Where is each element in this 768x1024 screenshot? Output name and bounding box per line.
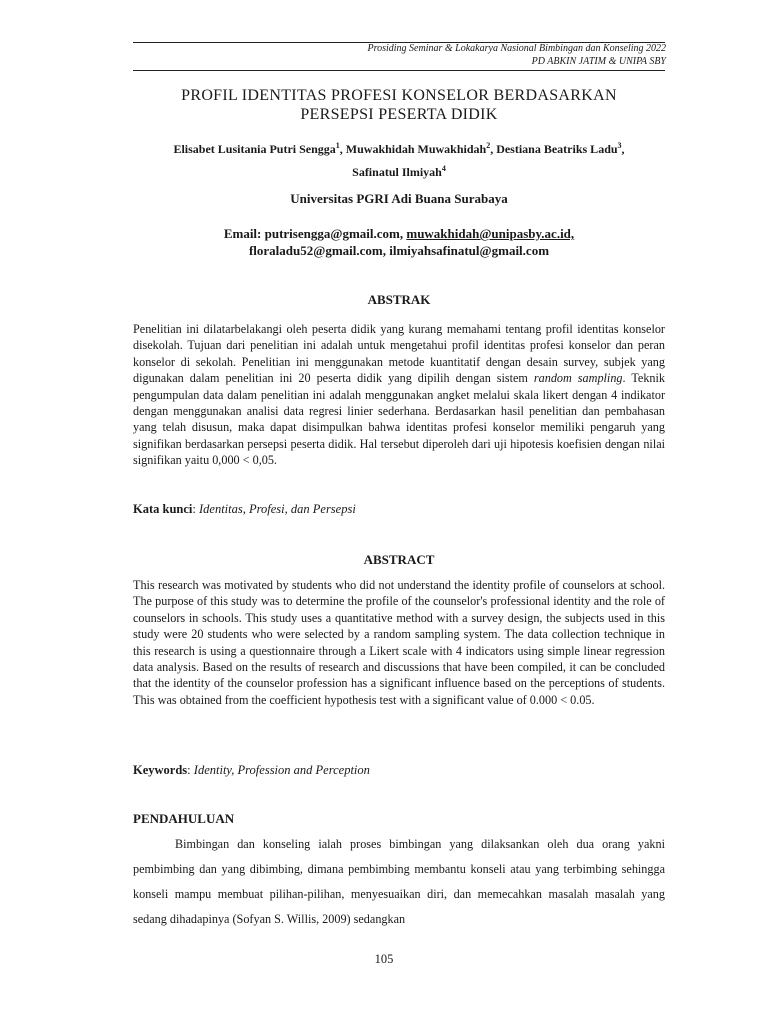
author-2: Muwakhidah Muwakhidah <box>345 142 487 156</box>
kata-kunci: Kata kunci: Identitas, Profesi, dan Persepsi <box>133 502 356 516</box>
email-1[interactable]: putrisengga@gmail.com, <box>264 226 407 241</box>
keywords-value: Identity, Profession and Perception <box>193 763 370 777</box>
paper-title <box>133 86 665 124</box>
affiliation: Universitas PGRI Adi Buana Surabaya <box>290 191 508 206</box>
email-label: Email: <box>223 226 265 241</box>
abstrak-heading: ABSTRAK <box>367 292 431 307</box>
abstrak-text-part-1: Penelitian ini dilatarbelakangi oleh peserta didik yang kurang memahami tentang profil identitas konselor disekolah. Tujuan dari penelitian ini adalah untuk mengetahui profil identitas profesi konselor dan peran konselor di sekolah. Penelitian ini menggunakan metode kuantitatif dengan desain survey, subjek yang digunakan dalam penelitian ini 20 peserta didik yang dipilih dengan sistem <box>133 322 665 386</box>
running-header-proceedings: Prosiding Seminar & Lokakarya Nasional Bimbingan dan Konseling 2022 <box>367 43 666 54</box>
header-rule-bottom <box>133 70 665 71</box>
keywords-label: Keywords <box>133 763 188 777</box>
paper-title-line-1: PROFIL IDENTITAS PROFESI KONSELOR BERDASARKAN <box>181 87 617 104</box>
pendahuluan-heading: PENDAHULUAN <box>133 811 235 826</box>
author-list: Elisabet Lusitania Putri Sengga$^1$, Muwakhidah Muwakhidah$^2$, Destiana Beatriks Ladu$^3$, Safinatul Ilmiyah$^4$ <box>173 141 625 179</box>
abstrak-text-part-2: . Teknik pengumpulan data dalam penelitian ini adalah menggunakan angket melalui skala likert dengan 4 indikator dengan menggunakan analisi data regresi linier sederhana. Berdasarkan hasil penelitian dan pembahasan yang telah disusun, maka dapat disimpulkan bahwa identitas profesi konselor memiliki pengaruh yang signifikan berdasarkan persepsi peserta didik. Hal tersebut diperoleh dari uji hipotesis koefisien dengan nilai signifikan yaitu 0,000 < 0,05. <box>133 371 665 468</box>
keywords: Keywords: Identity, Profession and Perception <box>133 763 370 777</box>
author-4: Safinatul Ilmiyah <box>352 165 442 179</box>
author-3: Destiana Beatriks Ladu <box>496 142 618 156</box>
author-1: Elisabet Lusitania Putri Sengga <box>173 142 336 156</box>
email-2-link[interactable]: muwakhidah@unipasby.ac.id, <box>406 226 575 241</box>
abstract-heading: ABSTRACT <box>363 552 435 567</box>
pendahuluan-text: Bimbingan dan konseling ialah proses bimbingan yang dilaksankan oleh dua orang yakni pembimbing dan yang dibimbing, dimana pembimbing membantu konseli atau yang terbimbing sehingga konseli mampu membuat pilihan-pilihan, menyesuaikan diri, dan memecahkan masalah masalah yang sedang dihadapinya (Sofyan S. Willis, 2009) sedangkan <box>133 837 665 926</box>
page-number: 105 <box>374 952 394 966</box>
paper-title-line-2: PERSEPSI PESERTA DIDIK <box>300 106 498 123</box>
kata-kunci-value: Identitas, Profesi, dan Persepsi <box>199 502 356 516</box>
author-2-marker: 2 <box>486 141 491 150</box>
abstrak-text <box>133 321 665 469</box>
author-3-marker: 3 <box>617 141 622 150</box>
author-1-marker: 1 <box>335 141 340 150</box>
email-3[interactable]: floraladu52@gmail.com, ilmiyahsafinatul@gmail.com <box>248 243 550 258</box>
author-4-marker: 4 <box>441 164 446 173</box>
kata-kunci-label: Kata kunci <box>133 502 193 516</box>
running-header-organizer: PD ABKIN JATIM & UNIPA SBY <box>531 56 666 67</box>
abstrak-text-italic: random sampling <box>533 371 623 386</box>
email-block <box>133 225 665 259</box>
abstract-text: This research was motivated by students who did not understand the identity profile of counselors at school. The purpose of this study was to determine the profile of the counselor's professional identity and the role of counselors in schools. This study uses a quantitative method with a survey design, the subjects used in this study were 20 students who were selected by a random sampling system. The data collection technique in this research is using a questionnaire through a Likert scale with 4 indicators using simple linear regression data analysis. Based on the results of research and discussions that have been compiled, it can be concluded that the identity of the counselor profession has a significant influence based on the perceptions of students. This was obtained from the coefficient hypothesis test with a significant value of 0.000 < 0.05. <box>133 578 665 707</box>
